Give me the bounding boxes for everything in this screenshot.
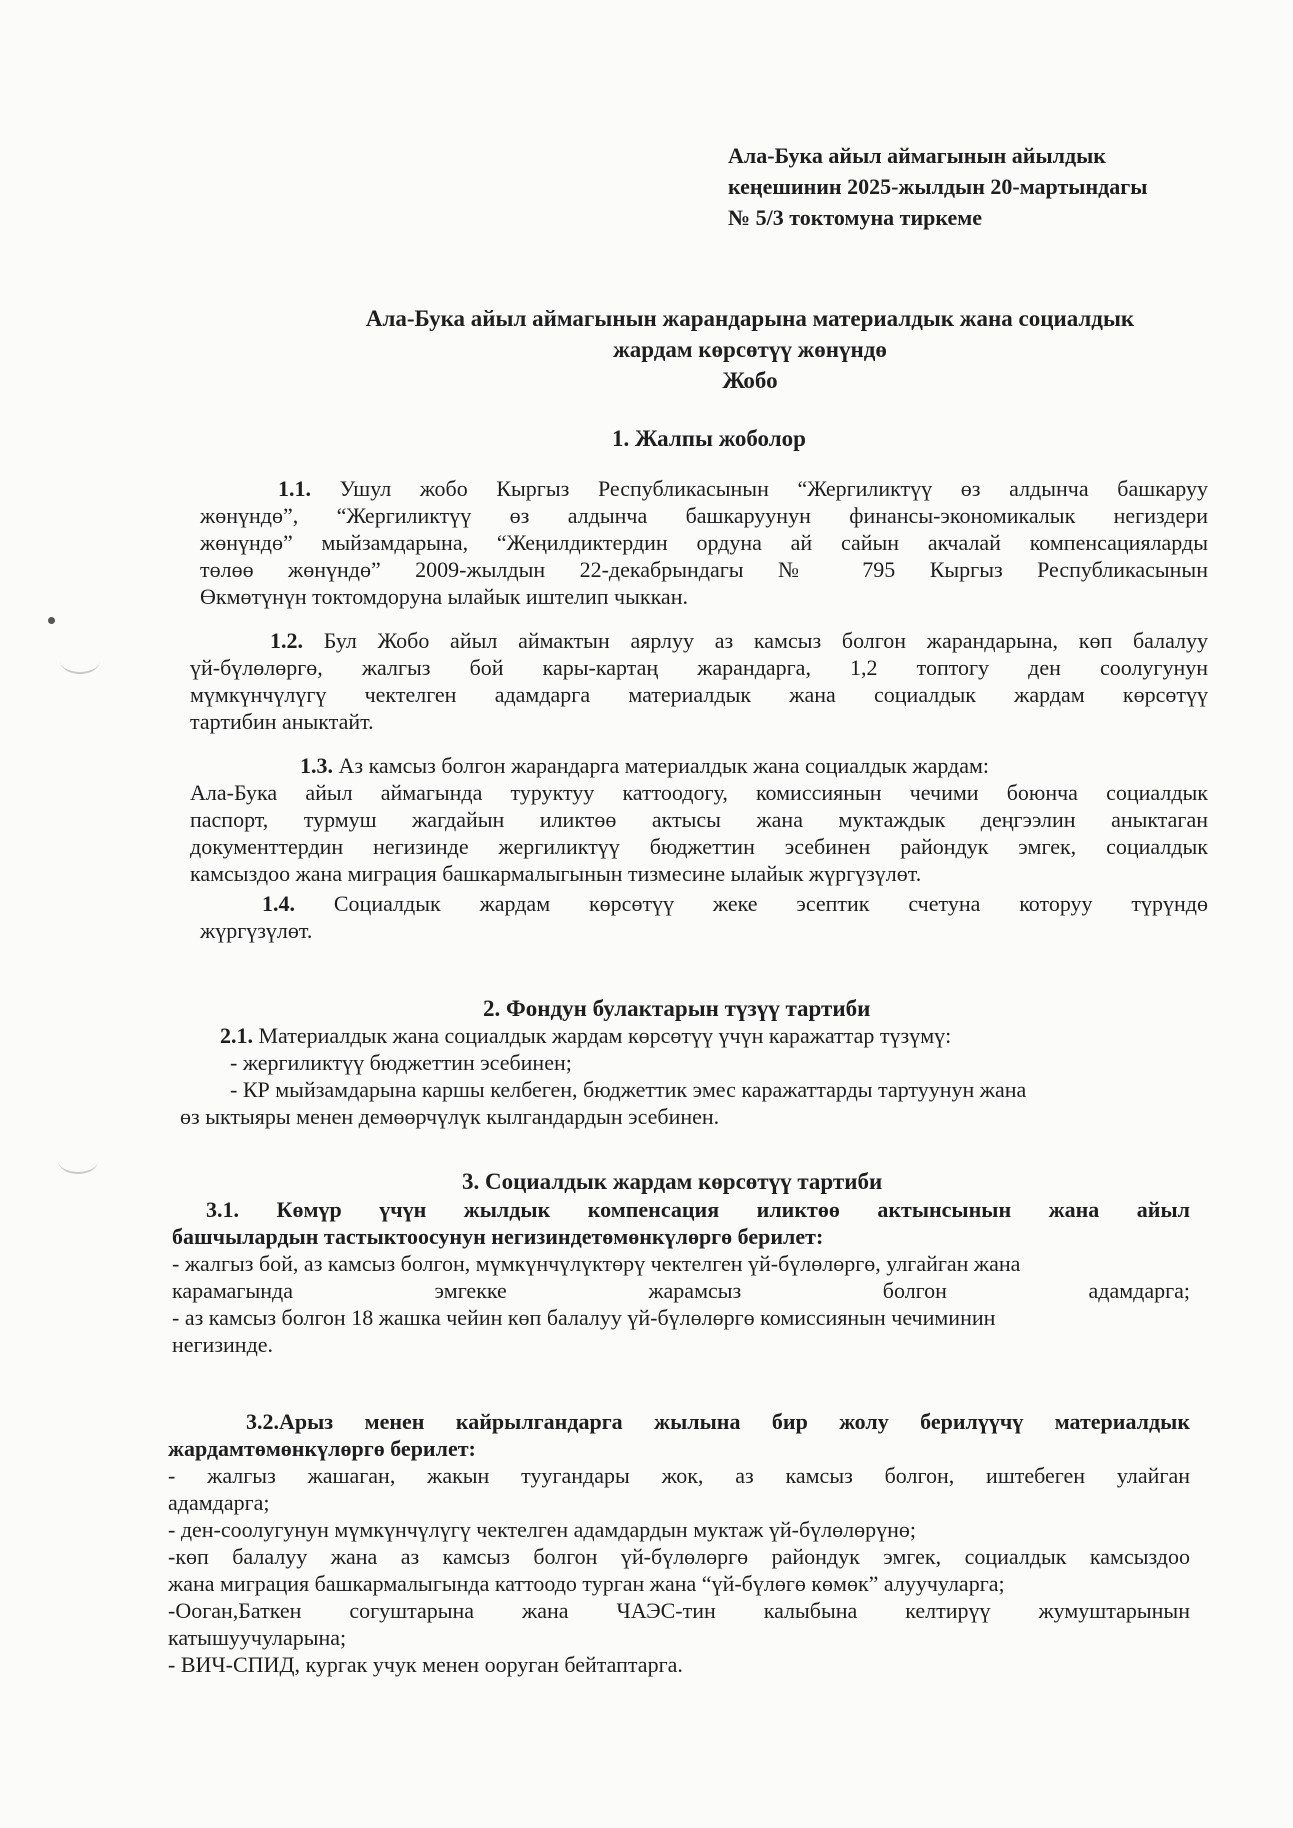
paragraph-line: документтердин негизинде жергиликтүү бюджеттин эсебинен райондук эмгек, социалдык: [190, 834, 1208, 859]
paragraph-line: негизинде.: [172, 1332, 274, 1357]
section-heading-text: 2. Фондун булактарын түзүү тартиби: [483, 996, 871, 1021]
annex-line: № 5/3 токтомуна тиркеме: [728, 205, 983, 230]
section-1-heading: [612, 425, 806, 453]
paragraph-line: адамдарга;: [168, 1490, 270, 1515]
paragraph-line: катышуучуларына;: [168, 1625, 347, 1650]
title-line: жардам көрсөтүү жөнүндө: [613, 337, 887, 362]
paragraph-line: жөнүндө” мыйзамдарына, “Жеңилдиктердин ордуна ай сайын акчалай компенсацияларды: [200, 530, 1208, 555]
paragraph-3-2: [168, 1408, 1190, 1678]
section-heading-text: 3. Социалдык жардам көрсөтүү тартиби: [462, 1169, 883, 1194]
paragraph-heading-line: 3.2.Арыз менен кайрылгандарга жылына бир жолу берилүүчү материалдык: [246, 1409, 1190, 1434]
annex-line: Ала-Бука айыл аймагынын айылдык: [728, 143, 1106, 168]
paragraph-line: [180, 1022, 1180, 1049]
paragraph-1-3: [190, 752, 1208, 887]
paragraph-line: карамагында эмгекке жарамсыз болгон адамдарга;: [172, 1278, 1190, 1303]
paragraph-heading-line: 3.1. Көмүр үчүн жылдык компенсация иликтөө актынсынын жана айыл: [206, 1197, 1190, 1222]
annex-line: кеңешинин 2025-жылдын 20-мартындагы: [728, 174, 1148, 199]
paragraph-number: 1.4.: [262, 891, 295, 916]
title-line: Ала-Бука айыл аймагынын жарандарына материалдык жана социалдык: [365, 306, 1135, 331]
paragraph-line: паспорт, турмуш жагдайын иликтөө актысы жана муктаждык деңгээлин аныктаган: [190, 807, 1208, 832]
paragraph-text: Аз камсыз болгон жарандарга материалдык жана социалдык жардам:: [338, 753, 990, 778]
paragraph-1-1: [200, 475, 1208, 610]
paragraph-heading-line: башчылардын тастыктоосунун негизиндетөмөнкүлөргө берилет:: [172, 1224, 824, 1249]
paragraph-line: үй-бүлөлөргө, жалгыз бой кары-картаң жарандарга, 1,2 топтогу ден соолугунун: [190, 655, 1208, 680]
paragraph-line: [190, 752, 1208, 779]
document-title: [300, 303, 1200, 396]
punch-hole-mark: [58, 1148, 98, 1174]
paragraph-line: жүргүзүлөт.: [200, 918, 313, 943]
paragraph-line: жөнүндө”, “Жергиликтүү өз алдынча башкаруунун финансы-экономикалык негиздери: [200, 503, 1208, 528]
paragraph-line: жана миграция башкармалыгында каттоодо турган жана “үй-бүлөгө көмөк” алуучуларга;: [168, 1571, 1005, 1596]
paragraph-text: Бул Жобо айыл аймактын аярлуу аз камсыз болгон жарандарына, көп балалуу: [323, 628, 1209, 653]
paragraph-line: -көп балалуу жана аз камсыз болгон үй-бүлөлөргө райондук эмгек, социалдык камсыздоо: [168, 1544, 1190, 1569]
paragraph-line: - аз камсыз болгон 18 жашка чейин көп балалуу үй-бүлөлөргө комиссиянын чечиминин: [172, 1305, 996, 1330]
punch-hole-mark: [60, 648, 100, 674]
paragraph-line: төлөө жөнүндө” 2009-жылдын 22-декабрындагы № 795 Кыргыз Республикасынын: [200, 557, 1208, 582]
paragraph-line: Өкмөтүнүн токтомдоруна ылайык иштелип чыккан.: [200, 584, 688, 609]
title-line: Жобо: [722, 368, 778, 393]
paragraph-line: - жергиликтүү бюджеттин эсебинен;: [230, 1050, 572, 1075]
paragraph-line: [190, 627, 1208, 654]
paragraph-line: - ВИЧ-СПИД, кургак учук менен ооруган бейтаптарга.: [168, 1652, 683, 1677]
paragraph-line: Ала-Бука айыл аймагында туруктуу каттоодогу, комиссиянын чечими боюнча социалдык: [190, 780, 1208, 805]
annex-header: [728, 140, 1228, 233]
section-2-heading: [483, 995, 870, 1023]
paragraph-line: - КР мыйзамдарына каршы келбеген, бюджеттик эмес каражаттарды тартуунун жана: [230, 1077, 1027, 1102]
section-heading-text: 1. Жалпы жоболор: [612, 426, 806, 451]
paragraph-2-1: [180, 1022, 1180, 1130]
paragraph-line: - жалгыз бой, аз камсыз болгон, мүмкүнчүлүктөрү чектелген үй-бүлөлөргө, улгайган жана: [172, 1251, 1021, 1276]
paragraph-text: Социалдык жардам көрсөтүү жеке эсептик счетуна которуу түрүндө: [333, 891, 1208, 916]
paragraph-text: Ушул жобо Кыргыз Республикасынын “Жергиликтүү өз алдынча башкаруу: [339, 476, 1209, 501]
paragraph-line: -Ооган,Баткен согуштарына жана ЧАЭС-тин калыбына келтирүү жумуштарынын: [168, 1598, 1190, 1623]
ink-dot-mark: [48, 617, 55, 624]
paragraph-line: [200, 890, 1208, 917]
paragraph-3-1: [172, 1196, 1190, 1358]
paragraph-number: 1.1.: [278, 476, 311, 501]
paragraph-line: - ден-соолугунун мүмкүнчүлүгү чектелген адамдардын муктаж үй-бүлөлөрүнө;: [168, 1517, 916, 1542]
paragraph-line: - жалгыз жашаган, жакын туугандары жок, аз камсыз болгон, иштебеген улайган: [168, 1463, 1190, 1488]
paragraph-number: 1.2.: [270, 628, 303, 653]
section-3-heading: [462, 1168, 882, 1196]
paragraph-line: камсыздоо жана миграция башкармалыгынын тизмесине ылайык жүргүзүлөт.: [190, 861, 922, 886]
paragraph-1-2: [190, 627, 1208, 735]
paragraph-number: 1.3.: [300, 753, 333, 778]
paragraph-line: мүмкүнчүлүгү чектелген адамдарга материалдык жана социалдык жардам көрсөтүү: [190, 682, 1208, 707]
paragraph-line: өз ыктыяры менен демөөрчүлүк кылгандардын эсебинен.: [180, 1104, 720, 1129]
paragraph-line: тартибин аныктайт.: [190, 709, 374, 734]
paragraph-number: 2.1.: [220, 1023, 253, 1048]
paragraph-1-4: [200, 890, 1208, 944]
paragraph-line: [200, 475, 1208, 502]
paragraph-text: Материалдык жана социалдык жардам көрсөтүү үчүн каражаттар түзүмү:: [258, 1023, 952, 1048]
paragraph-heading-line: жардамтөмөнкүлөргө берилет:: [168, 1436, 476, 1461]
